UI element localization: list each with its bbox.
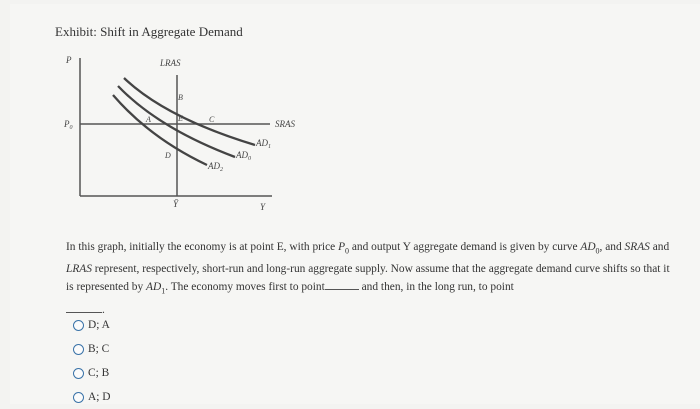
point-a-label: A <box>146 115 151 124</box>
radio-button-icon[interactable] <box>73 320 84 331</box>
sras-label: SRAS <box>275 119 295 129</box>
answer-blank-1 <box>325 288 359 290</box>
ad0-label: $AD_0$ <box>236 150 251 162</box>
point-e-label: E <box>178 114 183 123</box>
ad1-label: $AD_1$ <box>256 138 271 150</box>
option-a-d[interactable] <box>73 385 110 409</box>
x-axis-label: Y <box>260 202 266 212</box>
option-label: B; C <box>88 343 110 355</box>
option-label: D; A <box>88 319 110 331</box>
exhibit-title: Exhibit: Shift in Aggregate Demand <box>55 24 243 39</box>
price-label: $P_0$ <box>64 119 73 131</box>
ad2-label: $AD_2$ <box>208 161 223 173</box>
option-b-c[interactable] <box>73 337 110 361</box>
option-c-b[interactable] <box>73 361 110 385</box>
ad1-curve <box>124 78 255 145</box>
radio-button-icon[interactable] <box>73 344 84 355</box>
option-d-a[interactable] <box>73 313 110 337</box>
point-c-label: C <box>209 115 215 124</box>
lras-label: LRAS <box>160 58 181 68</box>
option-label: A; D <box>88 391 111 403</box>
answer-options <box>73 313 110 409</box>
radio-button-icon[interactable] <box>73 368 84 379</box>
option-label: C; B <box>88 367 110 379</box>
radio-button-icon[interactable] <box>73 392 84 403</box>
point-b-label: B <box>178 93 183 102</box>
y-axis-label: P <box>66 55 72 65</box>
question-text: In this graph, initially the economy is at point E, with price $P_0$ and output Y aggregate demand is given by curve $AD_0$, and SRAS and LRAS represent, respectively, short-run and long-run aggregate supply. Now assume that the aggregate demand curve shifts so that it is represented by $AD_1$. The economy moves first to point and then, in the long run, to point . <box>66 241 670 316</box>
point-d-label: D <box>165 151 171 160</box>
full-employment-output-label: Ȳ <box>173 199 179 209</box>
